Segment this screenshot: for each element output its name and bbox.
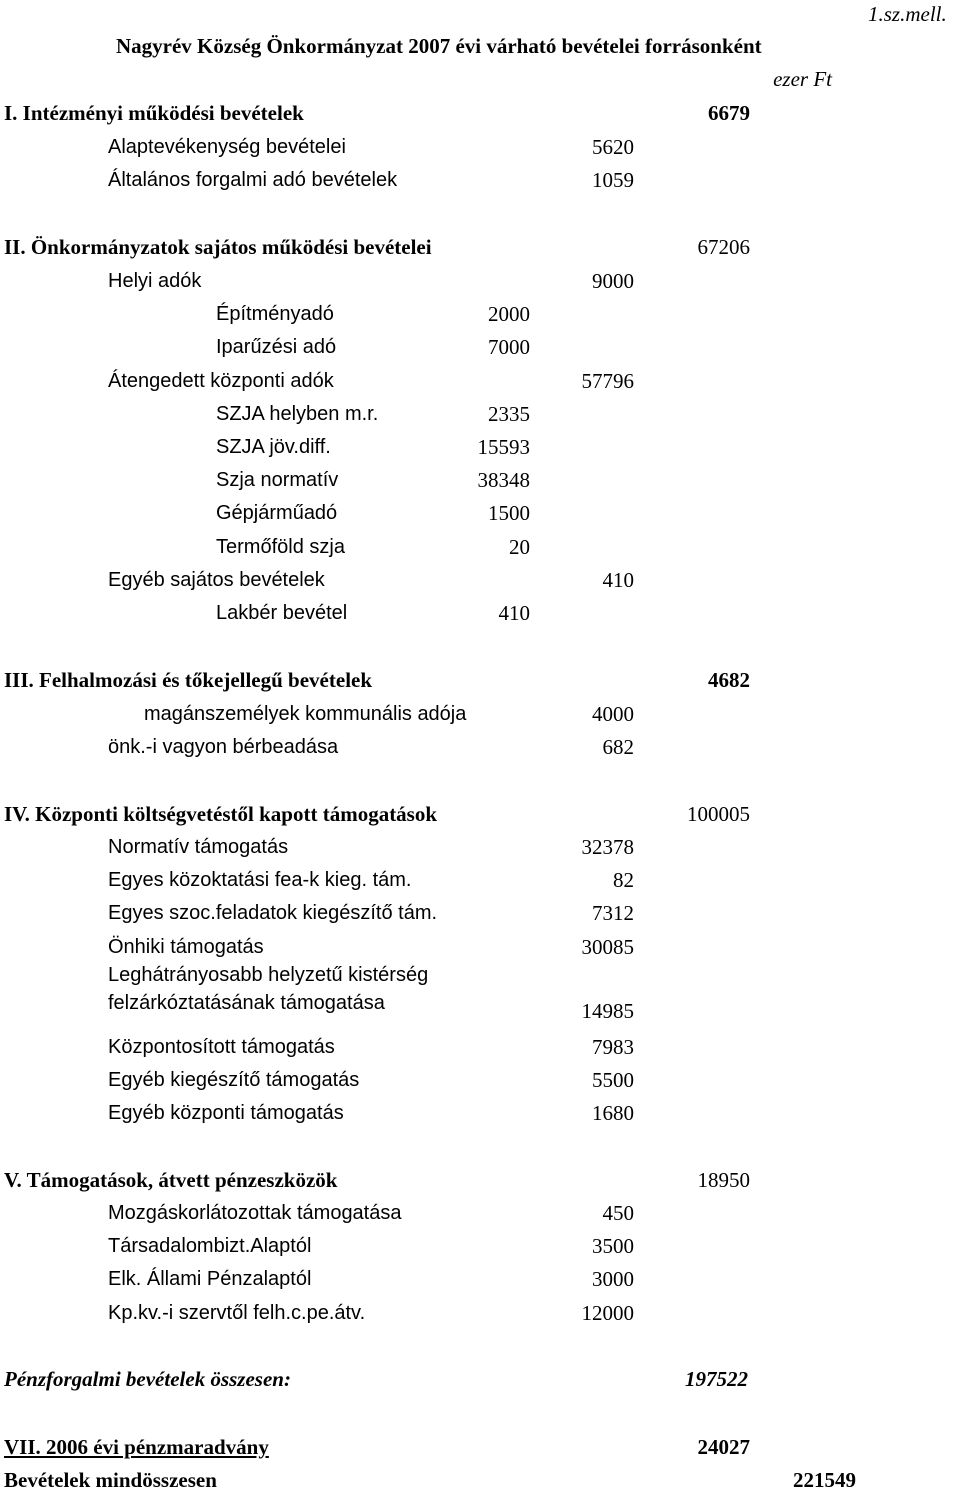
row-label: Egyéb kiegészítő támogatás [108, 1069, 360, 1091]
row-label: Normatív támogatás [108, 836, 289, 858]
row-value: 82 [613, 868, 634, 892]
row-label: Gépjárműadó [216, 502, 338, 524]
grand-total-label: Bevételek mindösszesen [4, 1468, 217, 1492]
cash-flow-total-value: 197522 [685, 1367, 748, 1391]
row-label: Társadalombizt.Alaptól [108, 1235, 312, 1257]
row-value: 12000 [581, 1301, 634, 1325]
row-label: Önhiki támogatás [108, 936, 264, 958]
row-value: 450 [602, 1201, 634, 1225]
row-value: 9000 [592, 269, 634, 293]
section-4-heading: IV. Központi költségvetéstől kapott támogatások [4, 802, 438, 826]
row-label: Építményadó [216, 303, 334, 325]
row-label: Kp.kv.-i szervtől felh.c.pe.átv. [108, 1302, 366, 1324]
row-label: Központosított támogatás [108, 1036, 335, 1058]
row-value: 410 [602, 568, 634, 592]
row-label: Szja normatív [216, 469, 339, 491]
section-3-total: 4682 [708, 668, 750, 692]
row-value: 7312 [592, 901, 634, 925]
unit-label: ezer Ft [773, 67, 832, 91]
row-label: Lakbér bevétel [216, 602, 348, 624]
row-label: felzárkóztatásának támogatása [108, 992, 385, 1014]
row-value: 410 [498, 601, 530, 625]
section-1-heading: I. Intézményi működési bevételek [4, 101, 304, 125]
row-label: önk.-i vagyon bérbeadása [108, 736, 339, 758]
row-label: Egyéb sajátos bevételek [108, 569, 325, 591]
row-label: Egyes közoktatási fea-k kieg. tám. [108, 869, 412, 891]
row-value: 1059 [592, 168, 634, 192]
appendix-label: 1.sz.mell. [868, 2, 947, 26]
row-value: 3000 [592, 1267, 634, 1291]
row-label: Iparűzési adó [216, 336, 337, 358]
row-value: 7000 [488, 335, 530, 359]
row-label: Egyes szoc.feladatok kiegészítő tám. [108, 902, 438, 924]
row-value: 1680 [592, 1101, 634, 1125]
row-value: 30085 [581, 935, 634, 959]
row-value: 57796 [581, 369, 634, 393]
row-value: 4000 [592, 702, 634, 726]
row-value: 20 [509, 535, 530, 559]
row-label: Mozgáskorlátozottak támogatása [108, 1202, 402, 1224]
section-7-total: 24027 [697, 1435, 750, 1459]
section-2-heading: II. Önkormányzatok sajátos működési bevételei [4, 235, 432, 259]
row-value: 1500 [488, 501, 530, 525]
section-7-heading: VII. 2006 évi pénzmaradvány [4, 1435, 269, 1459]
row-value: 14985 [581, 999, 634, 1023]
section-5-heading: V. Támogatások, átvett pénzeszközök [4, 1168, 338, 1192]
row-label: Elk. Állami Pénzalaptól [108, 1268, 312, 1290]
row-value: 5620 [592, 135, 634, 159]
row-value: 3500 [592, 1234, 634, 1258]
section-1-total: 6679 [708, 101, 750, 125]
row-value: 15593 [477, 435, 530, 459]
section-2-total: 67206 [697, 235, 750, 259]
row-value: 2335 [488, 402, 530, 426]
row-label: Általános forgalmi adó bevételek [108, 169, 398, 191]
section-3-heading: III. Felhalmozási és tőkejellegű bevételek [4, 668, 373, 692]
row-label: Helyi adók [108, 270, 202, 292]
row-value: 38348 [477, 468, 530, 492]
row-label: SZJA jöv.diff. [216, 436, 331, 458]
row-label: Egyéb központi támogatás [108, 1102, 344, 1124]
row-label: SZJA helyben m.r. [216, 403, 379, 425]
row-value: 682 [602, 735, 634, 759]
row-label: Alaptevékenység bevételei [108, 136, 346, 158]
row-label: magánszemélyek kommunális adója [144, 703, 467, 725]
row-label: Átengedett központi adók [108, 370, 334, 392]
section-4-total: 100005 [687, 802, 750, 826]
row-label: Termőföld szja [216, 536, 345, 558]
section-5-total: 18950 [697, 1168, 750, 1192]
row-label: Leghátrányosabb helyzetű kistérség [108, 964, 429, 986]
grand-total-value: 221549 [793, 1468, 856, 1492]
row-value: 2000 [488, 302, 530, 326]
row-value: 7983 [592, 1035, 634, 1059]
page-title: Nagyrév Község Önkormányzat 2007 évi várható bevételei forrásonként [116, 34, 762, 58]
row-value: 32378 [581, 835, 634, 859]
row-value: 5500 [592, 1068, 634, 1092]
cash-flow-total-label: Pénzforgalmi bevételek összesen: [4, 1367, 291, 1391]
